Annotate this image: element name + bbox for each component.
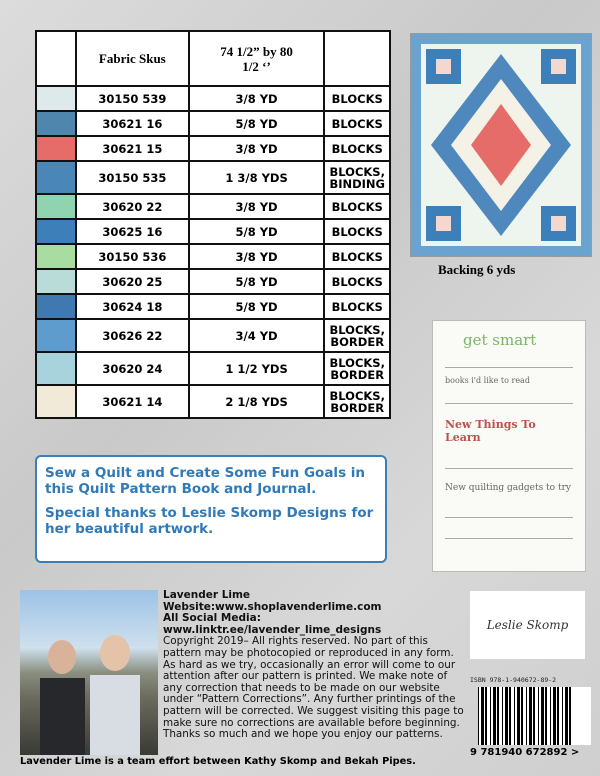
fabric-use: BLOCKS bbox=[324, 194, 390, 219]
fabric-sku: 30150 536 bbox=[76, 244, 189, 269]
fabric-use: BLOCKS, BINDING bbox=[324, 161, 390, 194]
info-text bbox=[163, 590, 465, 741]
fabric-table bbox=[35, 30, 391, 419]
fabric-yardage: 5/8 YD bbox=[189, 219, 325, 244]
fabric-sku: 30621 14 bbox=[76, 385, 189, 418]
fabric-yardage: 5/8 YD bbox=[189, 269, 325, 294]
fabric-use: BLOCKS bbox=[324, 294, 390, 319]
fabric-row bbox=[36, 111, 390, 136]
promo-line1: Sew a Quilt and Create Some Fun Goals in this Quilt Pattern Book and Journal. bbox=[45, 465, 366, 497]
fabric-use: BLOCKS bbox=[324, 269, 390, 294]
fabric-row bbox=[36, 136, 390, 161]
fabric-use: BLOCKS bbox=[324, 111, 390, 136]
fabric-sku: 30624 18 bbox=[76, 294, 189, 319]
fabric-yardage: 3/8 YD bbox=[189, 244, 325, 269]
fabric-sku: 30150 535 bbox=[76, 161, 189, 194]
fabric-row bbox=[36, 86, 390, 111]
fabric-row bbox=[36, 269, 390, 294]
fabric-sku: 30626 22 bbox=[76, 319, 189, 352]
journal-line1: books i'd like to read bbox=[445, 376, 530, 385]
fabric-swatch bbox=[36, 269, 76, 294]
fabric-yardage: 3/8 YD bbox=[189, 194, 325, 219]
fabric-row bbox=[36, 352, 390, 385]
fabric-swatch bbox=[36, 219, 76, 244]
fabric-row bbox=[36, 219, 390, 244]
header-sku: Fabric Skus bbox=[76, 31, 189, 86]
copyright-text: Copyright 2019– All rights reserved. No part of this pattern may be photocopied or reproduced in any form. As hard as we try, occasionally an error will come to our attention after our pattern is printed. We make note of any correction that needs to be made on our website under “Pattern Corrections”. Any further printings of the pattern will be corrected. We suggest visiting this page to make sure no corrections are available before beginning. Thanks so much and we hope you enjoy our patterns. bbox=[163, 635, 464, 741]
fabric-swatch bbox=[36, 86, 76, 111]
fabric-yardage: 2 1/8 YDS bbox=[189, 385, 325, 418]
header-yardage: 74 1/2” by 80 1/2 ‘’ bbox=[189, 31, 325, 86]
fabric-sku: 30620 24 bbox=[76, 352, 189, 385]
header-swatch bbox=[36, 31, 76, 86]
fabric-sku: 30620 22 bbox=[76, 194, 189, 219]
promo-line2: Special thanks to Leslie Skomp Designs for her beautiful artwork. bbox=[45, 505, 374, 537]
fabric-yardage: 5/8 YD bbox=[189, 111, 325, 136]
bottom-section bbox=[20, 590, 465, 767]
fabric-row bbox=[36, 319, 390, 352]
barcode-number: 9 781940 672892 > bbox=[470, 747, 580, 758]
fabric-yardage: 3/8 YD bbox=[189, 86, 325, 111]
journal-line3: New quilting gadgets to try bbox=[445, 483, 571, 493]
team-text: Lavender Lime is a team effort between Kathy Skomp and Bekah Pipes. bbox=[20, 756, 416, 767]
fabric-swatch bbox=[36, 385, 76, 418]
fabric-swatch bbox=[36, 161, 76, 194]
fabric-sku: 30621 16 bbox=[76, 111, 189, 136]
fabric-yardage: 5/8 YD bbox=[189, 294, 325, 319]
fabric-row bbox=[36, 194, 390, 219]
fabric-row bbox=[36, 161, 390, 194]
fabric-use: BLOCKS bbox=[324, 136, 390, 161]
fabric-swatch bbox=[36, 136, 76, 161]
fabric-swatch bbox=[36, 244, 76, 269]
fabric-swatch bbox=[36, 319, 76, 352]
fabric-swatch bbox=[36, 294, 76, 319]
fabric-yardage: 3/8 YD bbox=[189, 136, 325, 161]
isbn-text: ISBN 978-1-940672-89-2 bbox=[470, 676, 557, 684]
social-text: All Social Media: www.linktr.ee/lavender_lime_designs bbox=[163, 612, 382, 636]
promo-box bbox=[35, 455, 387, 563]
fabric-swatch bbox=[36, 194, 76, 219]
header-use bbox=[324, 31, 390, 86]
fabric-row bbox=[36, 244, 390, 269]
fabric-sku: 30621 15 bbox=[76, 136, 189, 161]
fabric-swatch bbox=[36, 111, 76, 136]
journal-line2: New Things To Learn bbox=[445, 418, 536, 444]
backing-label: Backing 6 yds bbox=[438, 262, 516, 277]
fabric-use: BLOCKS, BORDER bbox=[324, 385, 390, 418]
fabric-use: BLOCKS bbox=[324, 219, 390, 244]
fabric-yardage: 1 3/8 YDS bbox=[189, 161, 325, 194]
fabric-sku: 30625 16 bbox=[76, 219, 189, 244]
fabric-row bbox=[36, 385, 390, 418]
designers-photo bbox=[20, 590, 158, 755]
quilt-image bbox=[410, 33, 592, 257]
fabric-yardage: 3/4 YD bbox=[189, 319, 325, 352]
fabric-row bbox=[36, 294, 390, 319]
fabric-swatch bbox=[36, 352, 76, 385]
fabric-sku: 30620 25 bbox=[76, 269, 189, 294]
journal-title: get smart bbox=[463, 331, 537, 349]
fabric-use: BLOCKS, BORDER bbox=[324, 319, 390, 352]
fabric-yardage: 1 1/2 YDS bbox=[189, 352, 325, 385]
fabric-sku: 30150 539 bbox=[76, 86, 189, 111]
fabric-use: BLOCKS bbox=[324, 86, 390, 111]
fabric-use: BLOCKS bbox=[324, 244, 390, 269]
barcode bbox=[470, 676, 595, 758]
journal-page-image bbox=[432, 320, 586, 572]
leslie-skomp-logo: Leslie Skomp bbox=[470, 591, 585, 659]
fabric-use: BLOCKS, BORDER bbox=[324, 352, 390, 385]
website-text: Lavender Lime Website:www.shoplavenderlime.com bbox=[163, 589, 382, 613]
